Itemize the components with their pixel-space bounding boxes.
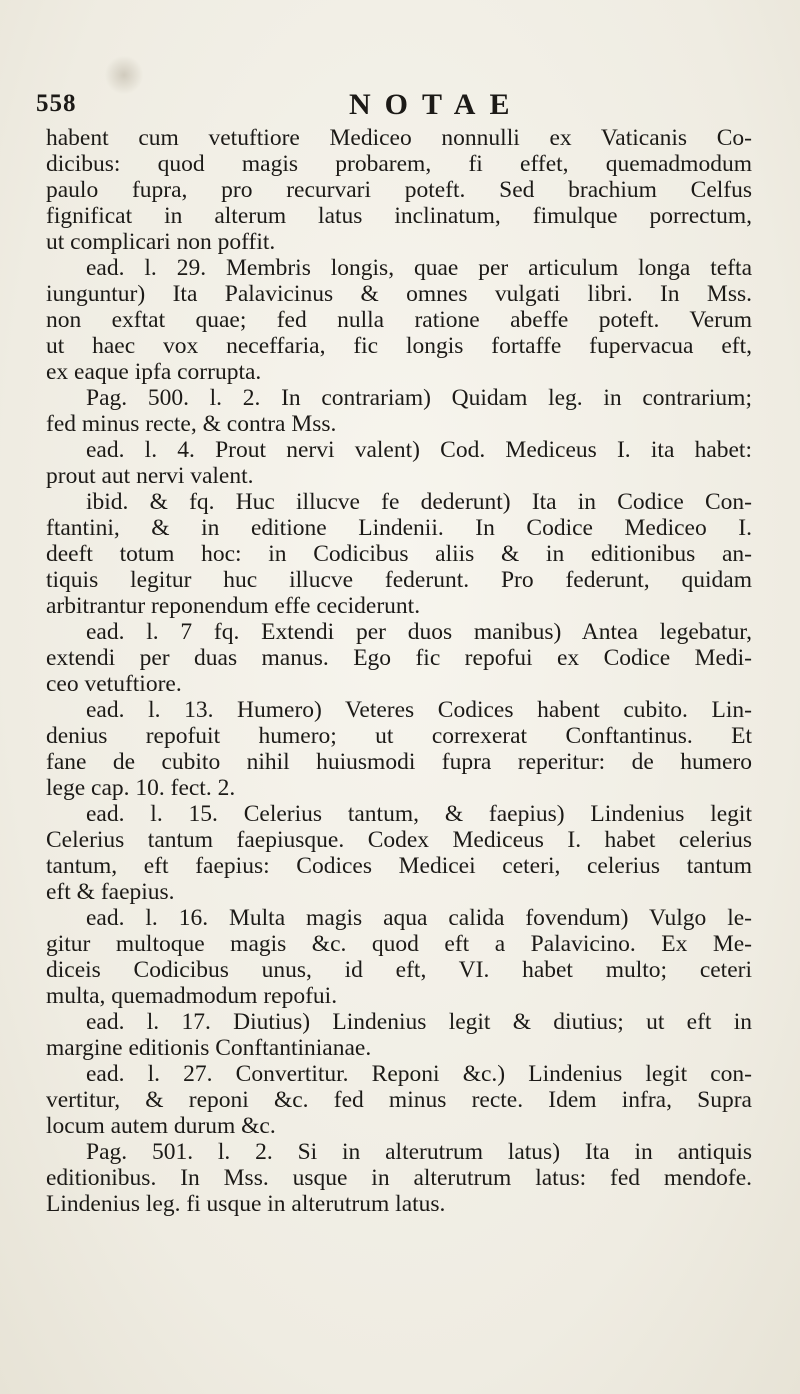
text-line: lege cap. 10. fect. 2. <box>46 775 236 801</box>
text-line: vertitur, & reponi &c. fed minus recte. Idem infra, Supra <box>46 1087 752 1113</box>
text-line: iunguntur) Ita Palavicinus & omnes vulgati libri. In Mss. <box>46 281 752 307</box>
running-head: NOTAE <box>349 88 524 121</box>
text-line: ut haec vox neceffaria, fic longis fortaffe fupervacua eft, <box>46 333 752 359</box>
text-line: dicibus: quod magis probarem, fi effet, quemadmodum <box>46 151 752 177</box>
text-line: ead. l. 17. Diutius) Lindenius legit & diutius; ut eft in <box>86 1009 752 1035</box>
text-line: ead. l. 7 fq. Extendi per duos manibus) Antea legebatur, <box>86 619 752 645</box>
text-line: tantum, eft faepius: Codices Medicei ceteri, celerius tantum <box>46 853 752 879</box>
text-line: ead. l. 29. Membris longis, quae per articulum longa tefta <box>86 255 752 281</box>
text-line: non exftat quae; fed nulla ratione abeffe poteft. Verum <box>46 307 752 333</box>
page-number: 558 <box>36 90 77 117</box>
text-line: deeft totum hoc: in Codicibus aliis & in editionibus an- <box>46 541 752 567</box>
text-line: Pag. 501. l. 2. Si in alterutrum latus) Ita in antiquis <box>86 1139 752 1165</box>
text-line: eft & faepius. <box>46 879 175 905</box>
text-line: ut complicari non poffit. <box>46 229 276 255</box>
text-line: Lindenius leg. fi usque in alterutrum latus. <box>46 1191 446 1217</box>
text-line: editionibus. In Mss. usque in alterutrum latus: fed mendofe. <box>46 1165 752 1191</box>
text-line: fed minus recte, & contra Mss. <box>46 411 337 437</box>
text-line: habent cum vetuftiore Mediceo nonnulli ex Vaticanis Co- <box>46 125 752 151</box>
text-line: extendi per duas manus. Ego fic repofui ex Codice Medi- <box>46 645 752 671</box>
text-line: fane de cubito nihil huiusmodi fupra reperitur: de humero <box>46 749 752 775</box>
text-line: ead. l. 4. Prout nervi valent) Cod. Mediceus I. ita habet: <box>86 437 752 463</box>
text-line: arbitrantur reponendum effe ceciderunt. <box>46 593 421 619</box>
text-line: ftantini, & in editione Lindenii. In Codice Mediceo I. <box>46 515 752 541</box>
text-line: diceis Codicibus unus, id eft, VI. habet multo; ceteri <box>46 957 752 983</box>
text-line: fignificat in alterum latus inclinatum, fimulque porrectum, <box>46 203 752 229</box>
text-line: ex eaque ipfa corrupta. <box>46 359 262 385</box>
text-line: ibid. & fq. Huc illucve fe dederunt) Ita in Codice Con- <box>86 489 752 515</box>
text-line: Celerius tantum faepiusque. Codex Mediceus I. habet celerius <box>46 827 752 853</box>
text-line: ead. l. 13. Humero) Veteres Codices habent cubito. Lin- <box>86 697 752 723</box>
text-line: Pag. 500. l. 2. In contrariam) Quidam leg. in contrarium; <box>86 385 752 411</box>
text-line: paulo fupra, pro recurvari poteft. Sed brachium Celfus <box>46 177 752 203</box>
text-line: multa, quemadmodum repofui. <box>46 983 338 1009</box>
notes-text-block <box>46 125 752 1217</box>
text-line: ead. l. 16. Multa magis aqua calida fovendum) Vulgo le- <box>86 905 752 931</box>
text-line: ead. l. 15. Celerius tantum, & faepius) Lindenius legit <box>86 801 752 827</box>
text-line: denius repofuit humero; ut correxerat Conftantinus. Et <box>46 723 752 749</box>
text-line: locum autem durum &c. <box>46 1113 276 1139</box>
text-line: margine editionis Conftantinianae. <box>46 1035 372 1061</box>
text-line: prout aut nervi valent. <box>46 463 254 489</box>
text-line: ead. l. 27. Convertitur. Reponi &c.) Lindenius legit con- <box>86 1061 752 1087</box>
text-line: tiquis legitur huc illucve federunt. Pro federunt, quidam <box>46 567 752 593</box>
text-line: ceo vetuftiore. <box>46 671 182 697</box>
page-header <box>36 86 776 126</box>
text-line: gitur multoque magis &c. quod eft a Palavicino. Ex Me- <box>46 931 752 957</box>
